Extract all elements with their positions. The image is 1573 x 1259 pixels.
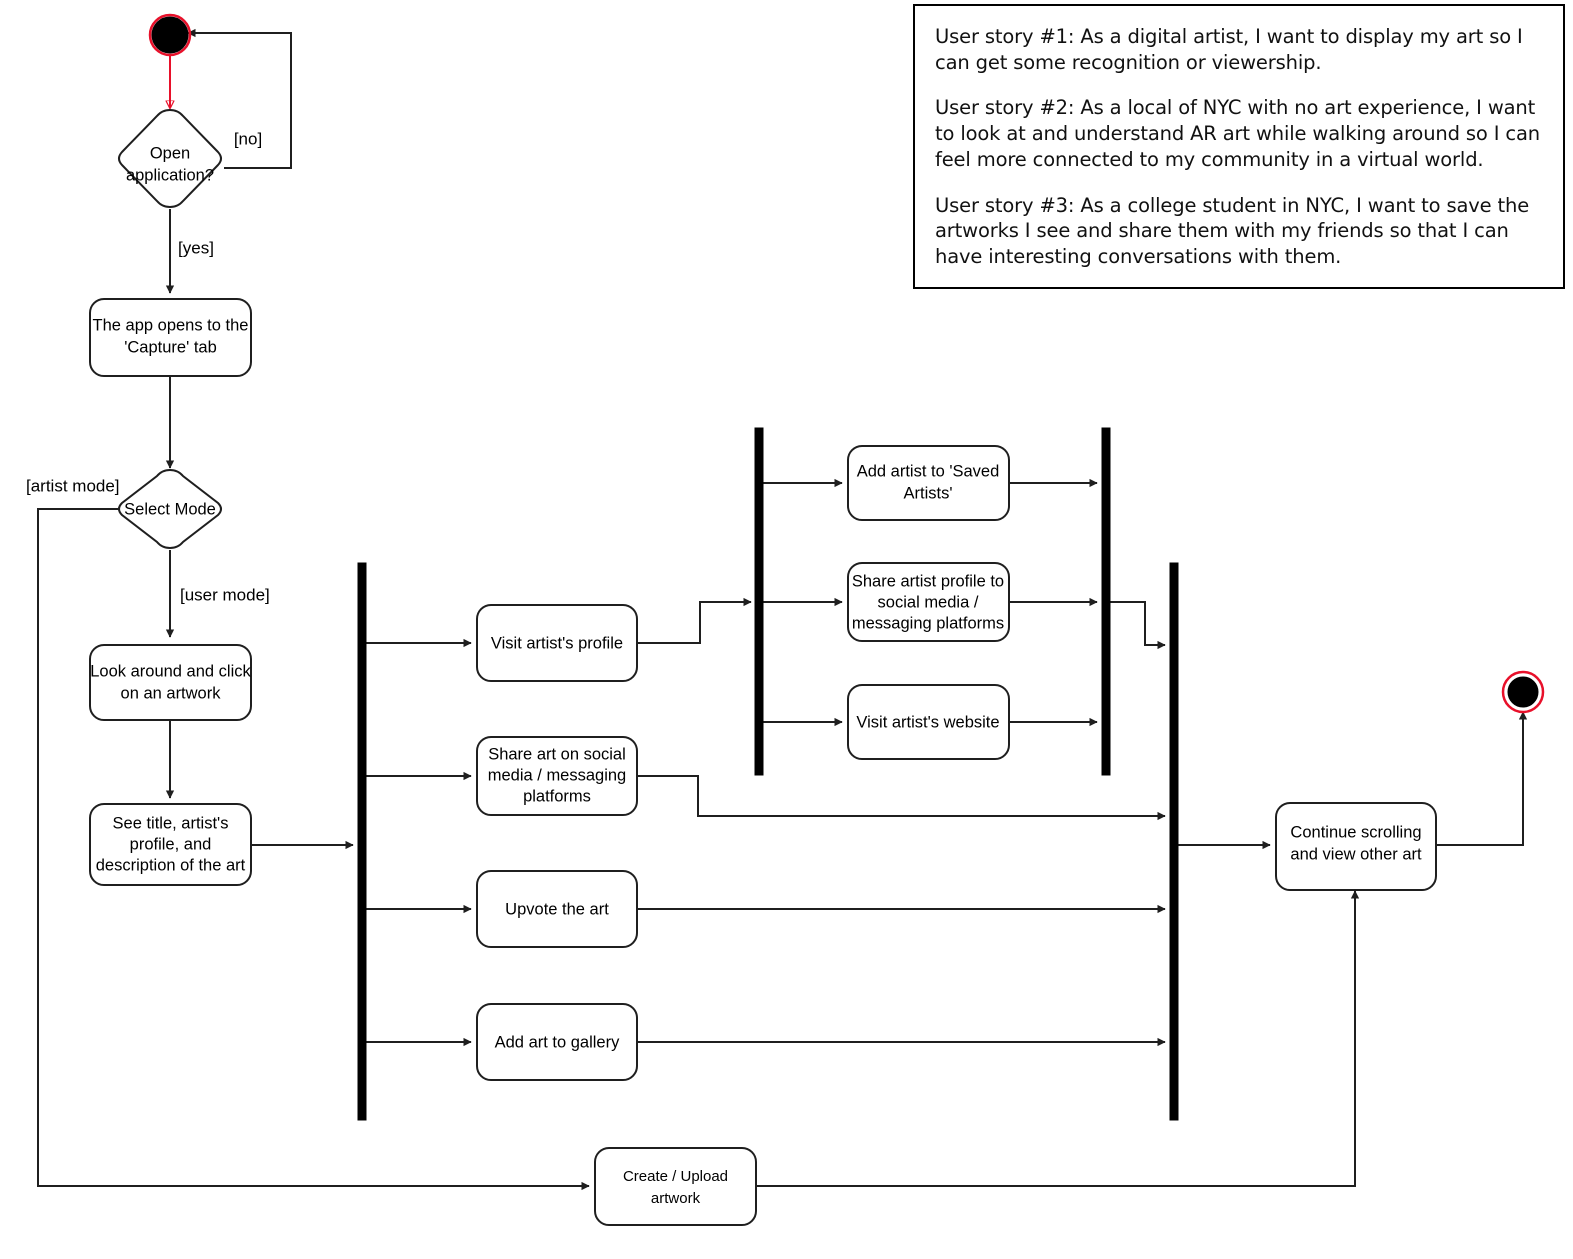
- guard-label-user-mode: [user mode]: [180, 585, 270, 605]
- action-visit-artist-profile-label: Visit artist's profile: [490, 634, 624, 653]
- fork-bar-user-actions: [358, 563, 366, 1120]
- action-create-upload-label-line1: Create / Upload: [622, 1167, 729, 1185]
- initial-node: [150, 15, 190, 55]
- user-story-3: User story #3: As a college student in NYC, I want to save the artworks I see and share them with my friends so that I can have interesting conversations with them.: [935, 193, 1530, 269]
- action-share-art-label-line3: platforms: [523, 787, 591, 806]
- edge-share-art-to-join4: [637, 776, 1165, 816]
- action-add-art-gallery-label: Add art to gallery: [494, 1033, 620, 1052]
- join-bar-artist-actions: [1102, 428, 1110, 775]
- action-look-around-label-line2: on an artwork: [120, 684, 221, 703]
- action-upvote-art-label: Upvote the art: [505, 900, 609, 919]
- action-add-saved-artists-label-line2: Artists': [903, 484, 953, 503]
- action-see-title-label-line1: See title, artist's: [112, 814, 229, 833]
- action-see-title-profile-description: [90, 804, 251, 885]
- action-create-upload-artwork: [595, 1148, 756, 1225]
- decision-open-application-label-line2: application?: [125, 166, 215, 185]
- action-continue-scrolling-label-line1: Continue scrolling: [1290, 823, 1422, 842]
- guard-label-no: [no]: [233, 129, 263, 149]
- final-node: [1503, 672, 1543, 712]
- action-look-around: [90, 645, 252, 720]
- action-share-artist-profile: [848, 563, 1009, 641]
- action-visit-artist-website: [848, 685, 1009, 759]
- action-continue-scrolling: [1276, 803, 1436, 890]
- action-share-art-label-line2: media / messaging: [487, 766, 627, 785]
- fork-bar-artist-actions: [755, 428, 763, 775]
- guard-label-artist-mode: [artist mode]: [26, 476, 120, 496]
- action-share-art-label-line1: Share art on social: [488, 745, 626, 764]
- action-share-art-social: [477, 737, 637, 815]
- edge-create-upload-to-continue-scrolling: [756, 891, 1355, 1186]
- guard-label-yes: [yes]: [178, 238, 214, 258]
- action-see-title-label-line2: profile, and: [129, 835, 212, 854]
- action-add-saved-artists-label-line1: Add artist to 'Saved: [856, 462, 1000, 481]
- user-stories-panel: [913, 4, 1565, 289]
- join-bar-user-actions: [1170, 563, 1178, 1120]
- action-visit-artist-profile: [477, 605, 637, 681]
- action-share-artist-profile-label-line3: messaging platforms: [851, 614, 1005, 633]
- action-add-saved-artists: [848, 446, 1009, 520]
- decision-open-application-label-line1: Open: [149, 144, 191, 163]
- action-visit-artist-website-label: Visit artist's website: [856, 713, 1000, 732]
- action-continue-scrolling-label-line2: and view other art: [1290, 845, 1422, 864]
- edge-join3-to-join4: [1110, 602, 1165, 645]
- user-story-2: User story #2: As a local of NYC with no art experience, I want to look at and understand AR art while walking around so I can feel more connected to my community in a virtual world.: [935, 96, 1540, 171]
- action-share-artist-profile-label-line2: social media /: [877, 593, 979, 612]
- action-share-artist-profile-label-line1: Share artist profile to: [851, 572, 1005, 591]
- decision-select-mode: [119, 470, 221, 548]
- action-capture-tab-label-line1: The app opens to the: [92, 316, 249, 335]
- action-add-art-gallery: [477, 1004, 637, 1080]
- action-create-upload-label-line2: artwork: [650, 1189, 701, 1207]
- decision-open-application: [119, 110, 221, 207]
- user-story-1: User story #1: As a digital artist, I want to display my art so I can get some recognition or viewership.: [935, 25, 1523, 74]
- edge-continue-scrolling-to-final: [1436, 712, 1523, 845]
- action-see-title-label-line3: description of the art: [95, 856, 246, 875]
- edge-visit-profile-to-fork2: [637, 602, 751, 643]
- action-upvote-art: [477, 871, 637, 947]
- action-capture-tab-label-line2: 'Capture' tab: [124, 338, 217, 357]
- action-look-around-label-line1: Look around and click: [90, 662, 251, 681]
- action-capture-tab: [90, 299, 251, 376]
- decision-select-mode-label: Select Mode: [124, 500, 216, 519]
